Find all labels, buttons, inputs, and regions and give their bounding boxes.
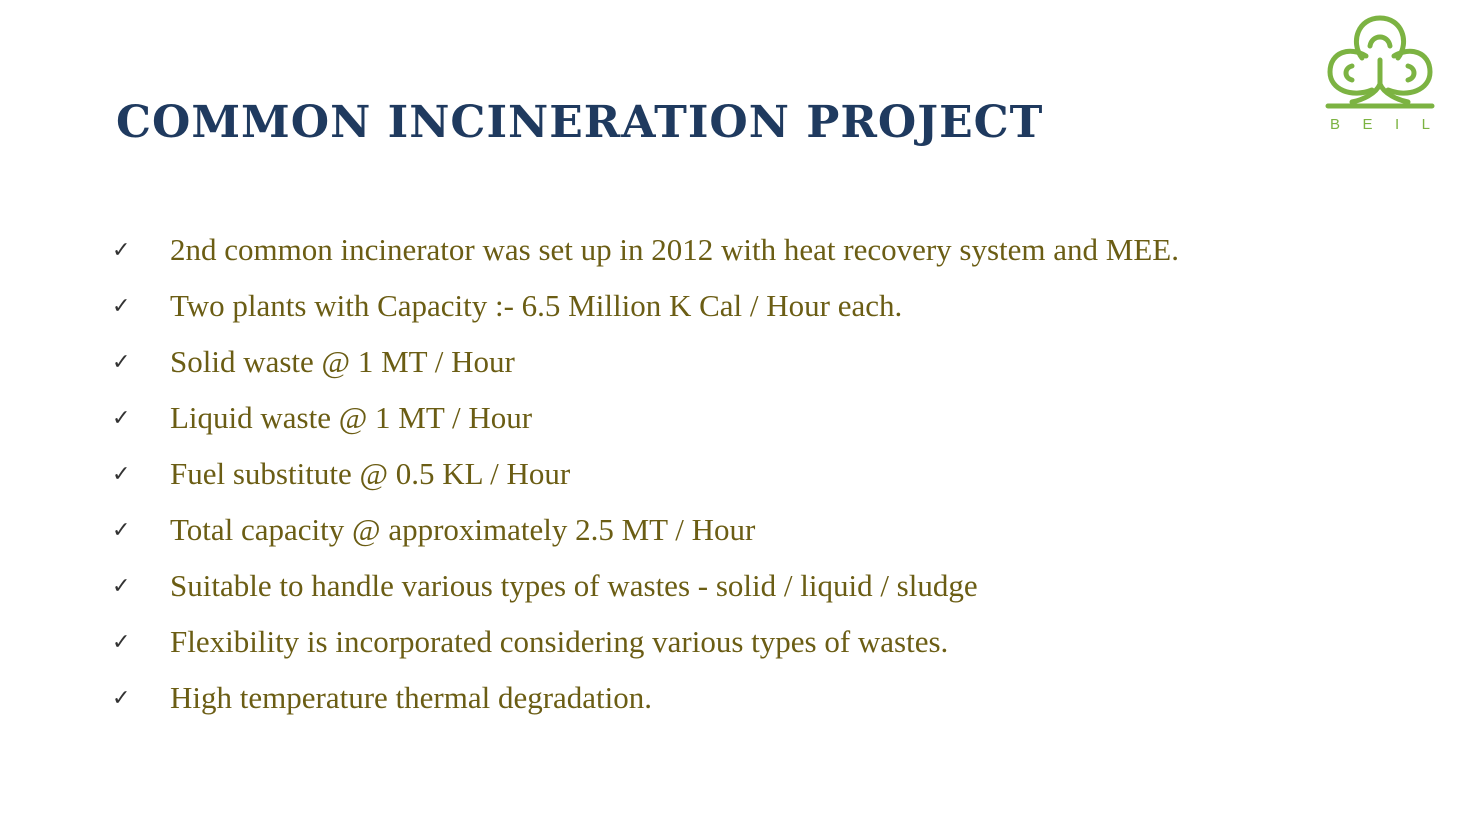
logo-letter-l: L: [1421, 116, 1430, 133]
check-icon: ✓: [112, 685, 131, 711]
check-icon: ✓: [112, 237, 131, 263]
bullet-text: Flexibility is incorporated considering various types of wastes.: [170, 624, 949, 659]
list-item: [112, 502, 1179, 558]
list-item: [112, 222, 1179, 278]
beil-logo: [1322, 12, 1438, 140]
check-icon: ✓: [112, 293, 131, 319]
bullet-text: Suitable to handle various types of wastes - solid / liquid / sludge: [170, 568, 978, 603]
list-item: [112, 614, 1179, 670]
bullet-text: Two plants with Capacity :- 6.5 Million K Cal / Hour each.: [170, 288, 903, 323]
logo-letters: [1330, 116, 1430, 133]
check-icon: ✓: [112, 461, 131, 487]
logo-letter-e: E: [1362, 116, 1373, 133]
clover-logo-icon: [1322, 12, 1438, 116]
list-item: [112, 390, 1179, 446]
bullet-list: [112, 222, 1179, 726]
list-item: [112, 558, 1179, 614]
logo-letter-i: I: [1395, 116, 1400, 133]
bullet-text: High temperature thermal degradation.: [170, 680, 653, 715]
list-item: [112, 446, 1179, 502]
bullet-text: Total capacity @ approximately 2.5 MT / Hour: [170, 512, 756, 547]
list-item: [112, 334, 1179, 390]
slide-title: COMMON INCINERATION PROJECT: [116, 97, 1044, 148]
bullet-text: 2nd common incinerator was set up in 2012 with heat recovery system and MEE.: [170, 232, 1179, 267]
logo-letter-b: B: [1330, 116, 1341, 133]
check-icon: ✓: [112, 573, 131, 599]
bullet-text: Solid waste @ 1 MT / Hour: [170, 344, 515, 379]
check-icon: ✓: [112, 405, 131, 431]
bullet-text: Fuel substitute @ 0.5 KL / Hour: [170, 456, 571, 491]
check-icon: ✓: [112, 349, 131, 375]
check-icon: ✓: [112, 517, 131, 543]
bullet-text: Liquid waste @ 1 MT / Hour: [170, 400, 533, 435]
check-icon: ✓: [112, 629, 131, 655]
list-item: [112, 278, 1179, 334]
list-item: [112, 670, 1179, 726]
